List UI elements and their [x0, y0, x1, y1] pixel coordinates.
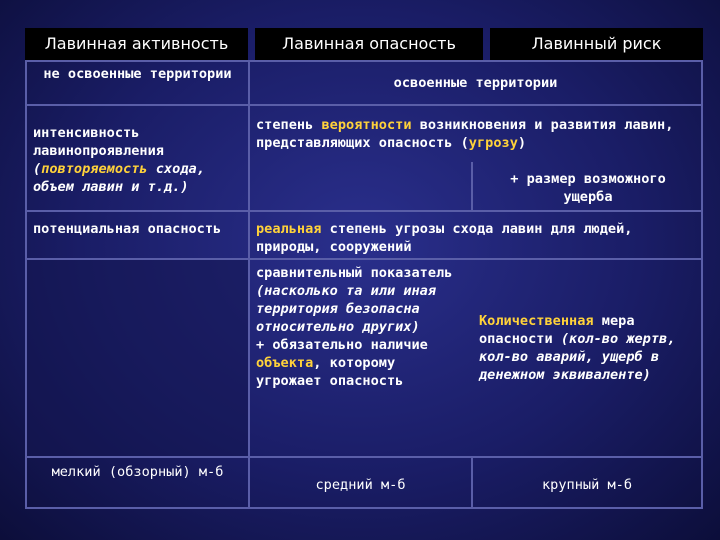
table-header	[25, 28, 703, 60]
threat-highlight: угрозу	[468, 135, 518, 151]
danger-degree-b: возникновения и развития лавин, представляющих опасность (	[256, 117, 674, 151]
cell-large-scale: крупный м-б	[541, 477, 633, 493]
comparative-d: , которому угрожает опасность	[256, 355, 404, 389]
quantitative-highlight: Количественная	[479, 313, 594, 329]
comparative-b: (насколько та или иная территория безопасна относительно других)	[256, 283, 437, 335]
probability-highlight: вероятности	[321, 117, 412, 133]
cell-small-scale: мелкий (обзорный) м-б	[51, 464, 224, 480]
grid-line	[701, 60, 703, 509]
cell-undeveloped-territories: не освоенные территории	[43, 66, 232, 82]
cell-comparative-indicator	[250, 262, 471, 456]
comparative-a: сравнительный показатель	[256, 265, 453, 281]
grid-line	[25, 456, 703, 458]
comparison-table	[25, 60, 703, 509]
repeatability-highlight: повторяемость	[41, 161, 148, 177]
quantitative-a: мера опасности	[479, 313, 635, 347]
grid-line	[471, 162, 473, 210]
grid-line	[25, 60, 703, 62]
paren-open: (	[33, 161, 42, 177]
comparative-c: + обязательно наличие	[256, 337, 428, 353]
intensity-text: интенсивность лавинопроявления	[33, 125, 164, 159]
cell-damage-size: + размер возможного ущерба	[510, 171, 666, 205]
cell-potential-danger: потенциальная опасность	[33, 221, 222, 237]
object-highlight: объекта	[256, 355, 314, 371]
real-highlight: реальная	[256, 221, 322, 237]
header-danger: Лавинная опасность	[255, 28, 483, 60]
danger-degree-a: степень	[256, 117, 322, 133]
cell-quantitative-measure	[473, 310, 701, 420]
cell-danger-degree	[250, 114, 701, 162]
cell-real-threat	[250, 218, 701, 258]
danger-degree-c: )	[517, 135, 527, 151]
real-threat-text: степень угрозы схода лавин для людей, природы, сооружений	[256, 221, 633, 255]
cell-empty	[27, 260, 248, 456]
grid-line	[25, 507, 703, 509]
grid-line	[25, 104, 703, 106]
header-activity: Лавинная активность	[25, 28, 248, 60]
header-risk: Лавинный риск	[490, 28, 703, 60]
intensity-detail: схода, объем лавин и т.д.)	[33, 161, 205, 195]
cell-avalanche-intensity	[27, 122, 248, 208]
cell-medium-scale: средний м-б	[315, 477, 406, 493]
quantitative-b: (кол-во жертв, кол-во аварий, ущерб в денежном эквиваленте)	[479, 331, 676, 383]
cell-developed-territories: освоенные территории	[393, 75, 558, 91]
grid-line	[25, 210, 703, 212]
